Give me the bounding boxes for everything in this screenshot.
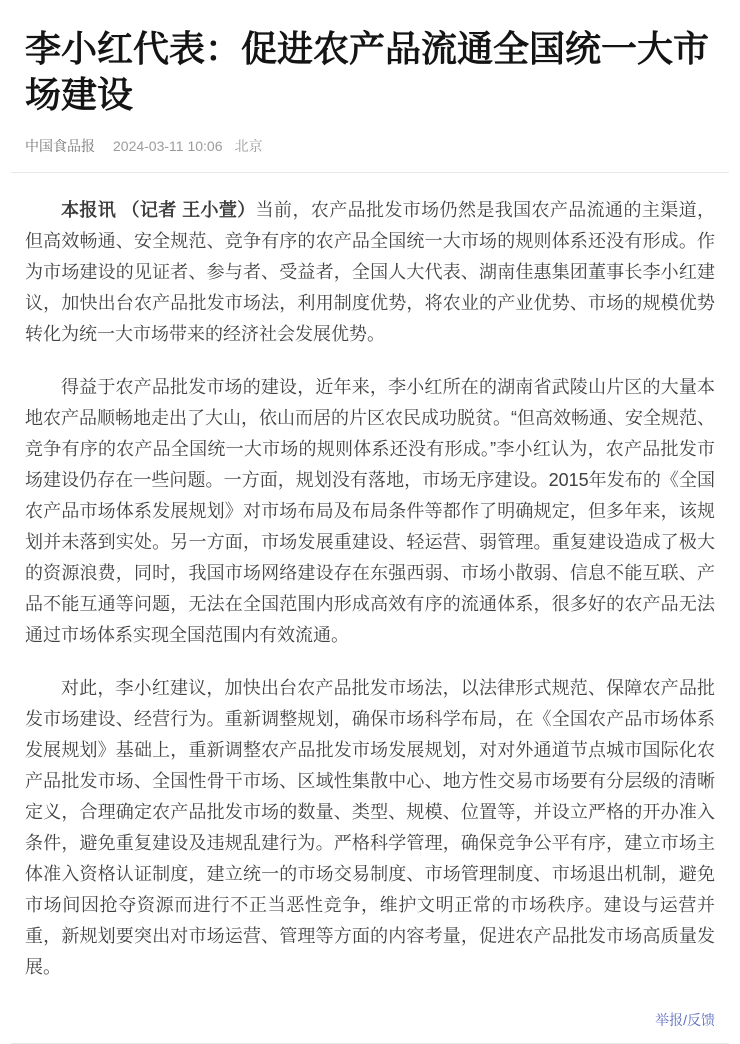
- publish-timestamp: 2024-03-11 10:06: [113, 138, 223, 154]
- paragraph-2: [25, 372, 715, 651]
- article-meta: [25, 136, 715, 156]
- meta-divider: [11, 172, 729, 173]
- paragraph-1-text: 当前，农产品批发市场仍然是我国农产品流通的主渠道，但高效畅通、安全规范、竞争有序的农产品全国统一大市场的规则体系还没有形成。作为市场建设的见证者、参与者、受益者，全国人大代表、湖南佳惠集团董事长李小红建议，加快出台农产品批发市场法，利用制度优势，将农业的产业优势、市场的规模优势转化为统一大市场带来的经济社会发展优势。: [25, 200, 715, 344]
- report-feedback-link[interactable]: 举报/反馈: [655, 1012, 715, 1028]
- paragraph-3: [25, 673, 715, 983]
- publish-location: 北京: [234, 138, 263, 154]
- paragraph-1: [25, 195, 715, 350]
- paragraph-2-text: 得益于农产品批发市场的建设，近年来，李小红所在的湖南省武陵山片区的大量本地农产品顺畅地走出了大山，依山而居的片区农民成功脱贫。“但高效畅通、安全规范、竞争有序的农产品全国统一大市场的规则体系还没有形成。”李小红认为，农产品批发市场建设仍存在一些问题。一方面，规划没有落地，市场无序建设。2015年发布的《全国农产品市场体系发展规划》对市场布局及布局条件等都作了明确规定，但多年来，该规划并未落到实处。另一方面，市场发展重建设、轻运营、弱管理。重复建设造成了极大的资源浪费，同时，我国市场网络建设存在东强西弱、市场小散弱、信息不能互联、产品不能互通等问题，无法在全国范围内形成高效有序的流通体系，很多好的农产品无法通过市场体系实现全国范围内有效流通。: [25, 377, 715, 645]
- paragraph-3-text: 对此，李小红建议，加快出台农产品批发市场法，以法律形式规范、保障农产品批发市场建设、经营行为。重新调整规划，确保市场科学布局，在《全国农产品市场体系发展规划》基础上，重新调整农产品批发市场发展规划，对对外通道节点城市国际化农产品批发市场、全国性骨干市场、区域性集散中心、地方性交易市场要有分层级的清晰定义，合理确定农产品批发市场的数量、类型、规模、位置等，并设立严格的开办准入条件，避免重复建设及违规乱建行为。严格科学管理，确保竞争公平有序，建立市场主体准入资格认证制度，建立统一的市场交易制度、市场管理制度、市场退出机制，避免市场间因抢夺资源而进行不正当恶性竞争，维护文明正常的市场秩序。建设与运营并重，新规划要突出对市场运营、管理等方面的内容考量，促进农产品批发市场高质量发展。: [25, 678, 715, 977]
- article-footer: [25, 1011, 715, 1029]
- paragraph-1-lead: 本报讯 （记者 王小萱）: [61, 200, 256, 220]
- source-name[interactable]: 中国食品报: [25, 138, 95, 154]
- article-body: [25, 195, 715, 983]
- article-title: 李小红代表：促进农产品流通全国统一大市场建设: [25, 28, 710, 115]
